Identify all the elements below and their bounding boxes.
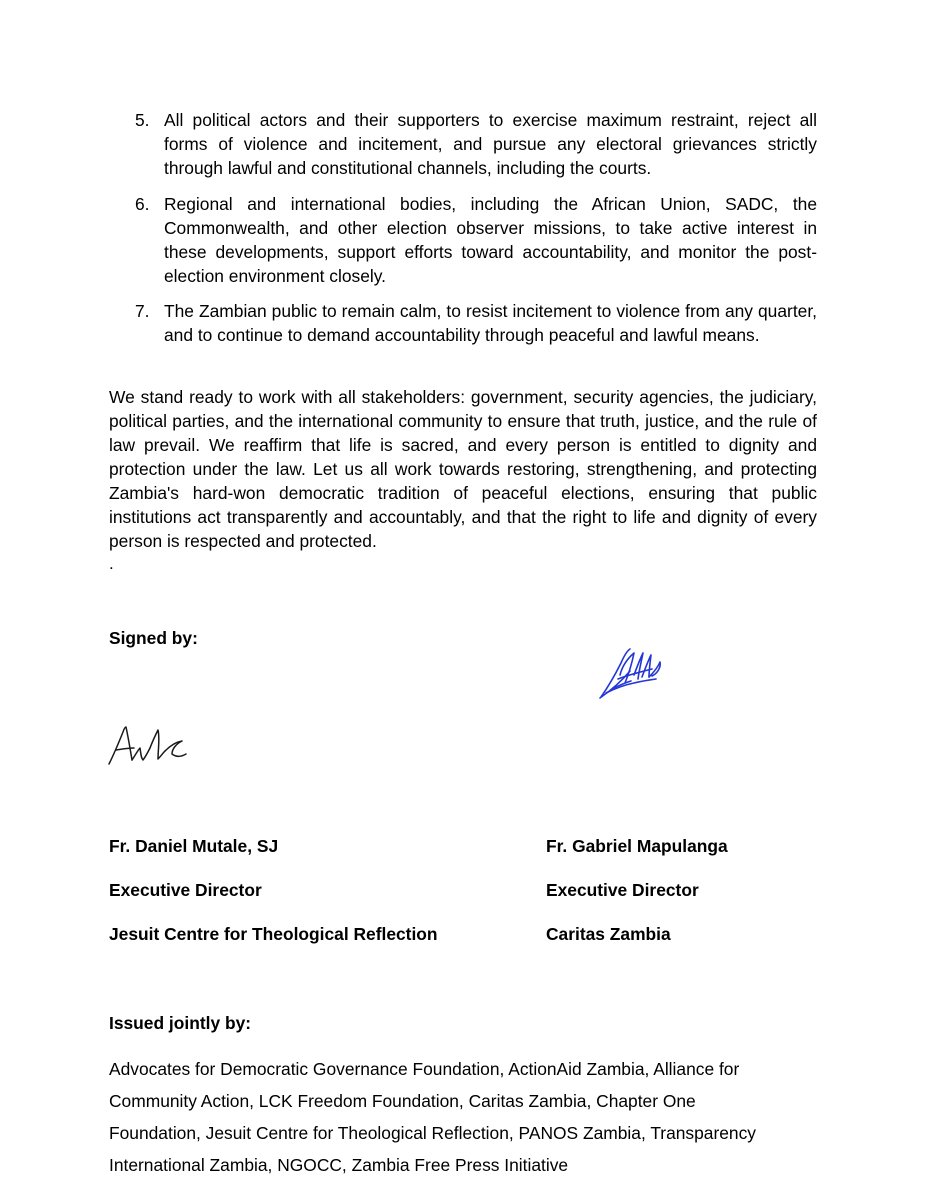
signatory-1-title: Executive Director xyxy=(109,880,262,900)
closing-paragraph: We stand ready to work with all stakeholders: government, security agencies, the judiciary, political parties, and the international community to ensure that truth, justice, and the rule of law prevail. We reaffirm that life is sacred, and every person is entitled to dignity and protection under the law. Let us all work towards restoring, strengthening, and protecting Zambia's hard-won democratic tradition of peaceful elections, ensuring that public institutions act transparently and accountably, and that the right to life and dignity of every person is respected and protected. xyxy=(109,387,817,551)
list-item-number: 5. xyxy=(135,110,150,130)
list-item-text: All political actors and their supporters to exercise maximum restraint, reject all forms of violence and incitement, and pursue any electoral grievances strictly through lawful and constitutional channels, including the courts. xyxy=(164,110,817,178)
signatory-1-organization: Jesuit Centre for Theological Reflection xyxy=(109,924,438,944)
signatory-2-organization: Caritas Zambia xyxy=(546,924,671,944)
signatory-1-name: Fr. Daniel Mutale, SJ xyxy=(109,836,279,856)
issued-jointly-label: Issued jointly by: xyxy=(109,1013,252,1033)
issued-jointly-organizations xyxy=(109,1053,809,1181)
issued-jointly-line: Community Action, LCK Freedom Foundation, Caritas Zambia, Chapter One xyxy=(109,1091,696,1111)
signed-by-label: Signed by: xyxy=(109,628,198,648)
signature-left-image xyxy=(106,724,190,770)
issued-jointly-line: International Zambia, NGOCC, Zambia Free Press Initiative xyxy=(109,1155,569,1175)
list-item-6 xyxy=(109,192,817,288)
signatory-2-name: Fr. Gabriel Mapulanga xyxy=(546,836,728,856)
list-item-number: 7. xyxy=(135,301,150,321)
issued-jointly-line: Foundation, Jesuit Centre for Theological Reflection, PANOS Zambia, Transparency xyxy=(109,1123,756,1143)
list-item-7 xyxy=(109,299,817,347)
signature-right-image xyxy=(594,645,670,703)
list-item-number: 6. xyxy=(135,194,150,214)
list-item-text: Regional and international bodies, including the African Union, SADC, the Commonwealth, and other election observer missions, to take active interest in these developments, support efforts toward accountability, and monitor the post-election environment closely. xyxy=(164,194,817,286)
list-item-5 xyxy=(109,108,817,180)
stray-dot: . xyxy=(109,554,114,573)
issued-jointly-line: Advocates for Democratic Governance Foundation, ActionAid Zambia, Alliance for xyxy=(109,1059,740,1079)
list-item-text: The Zambian public to remain calm, to resist incitement to violence from any quarter, and to continue to demand accountability through peaceful and lawful means. xyxy=(164,301,817,345)
signatory-2-title: Executive Director xyxy=(546,880,699,900)
